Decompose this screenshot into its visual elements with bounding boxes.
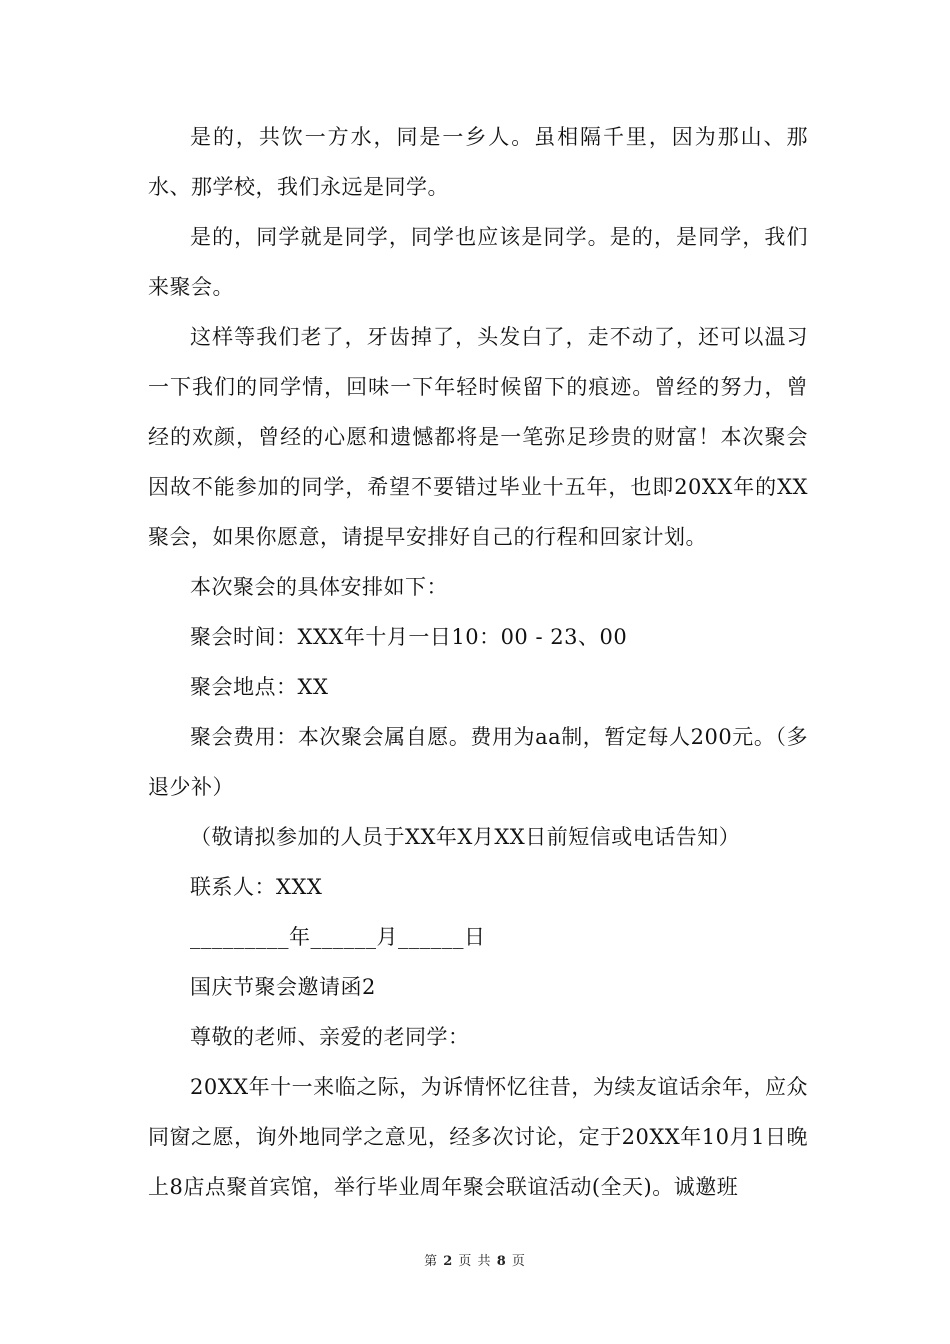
document-body (148, 112, 808, 1212)
paragraph-salutation: 尊敬的老师、亲爱的老同学： (190, 1025, 470, 1049)
paragraph-meeting-cost: 聚会费用：本次聚会属自愿。费用为aa制，暂定每人200元。（多退少补） (148, 725, 808, 799)
paragraph-arrangement-intro: 本次聚会的具体安排如下： (190, 575, 448, 599)
paragraph-date-blank: _________年______月______日 (190, 925, 486, 949)
paragraph-contact: 联系人：XXX (190, 875, 323, 899)
page-footer (0, 1250, 950, 1269)
paragraph-rsvp-note: （敬请拟参加的人员于XX年X月XX日前短信或电话告知） (190, 825, 741, 849)
paragraph-invitation-body: 20XX年十一来临之际，为诉情怀忆往昔，为续友谊话余年，应众同窗之愿，询外地同学之意见，经多次讨论，定于20XX年10月1日晚上8店点聚首宾馆，举行毕业周年聚会联谊活动(全天)。诚邀班 (148, 1075, 808, 1199)
paragraph-classmates: 是的，同学就是同学，同学也应该是同学。是的，是同学，我们来聚会。 (148, 225, 808, 299)
footer-suffix: 页 (511, 1254, 526, 1269)
footer-total-pages: 8 (496, 1254, 507, 1269)
footer-middle: 页 共 (458, 1254, 492, 1269)
footer-current-page: 2 (443, 1254, 454, 1269)
footer-prefix: 第 (424, 1254, 439, 1269)
paragraph-hometown: 是的，共饮一方水，同是一乡人。虽相隔千里，因为那山、那水、那学校，我们永远是同学。 (148, 125, 808, 199)
section-title-invitation-2: 国庆节聚会邀请函2 (190, 975, 376, 999)
paragraph-memories: 这样等我们老了，牙齿掉了，头发白了，走不动了，还可以温习一下我们的同学情，回味一下年轻时候留下的痕迹。曾经的努力，曾经的欢颜，曾经的心愿和遗憾都将是一笔弥足珍贵的财富！本次聚会因故不能参加的同学，希望不要错过毕业十五年，也即20XX年的XX聚会，如果你愿意，请提早安排好自己的行程和回家计划。 (148, 325, 808, 549)
paragraph-meeting-place: 聚会地点：XX (190, 675, 329, 699)
paragraph-meeting-time: 聚会时间：XXX年十月一日10：00 - 23、00 (190, 625, 628, 649)
